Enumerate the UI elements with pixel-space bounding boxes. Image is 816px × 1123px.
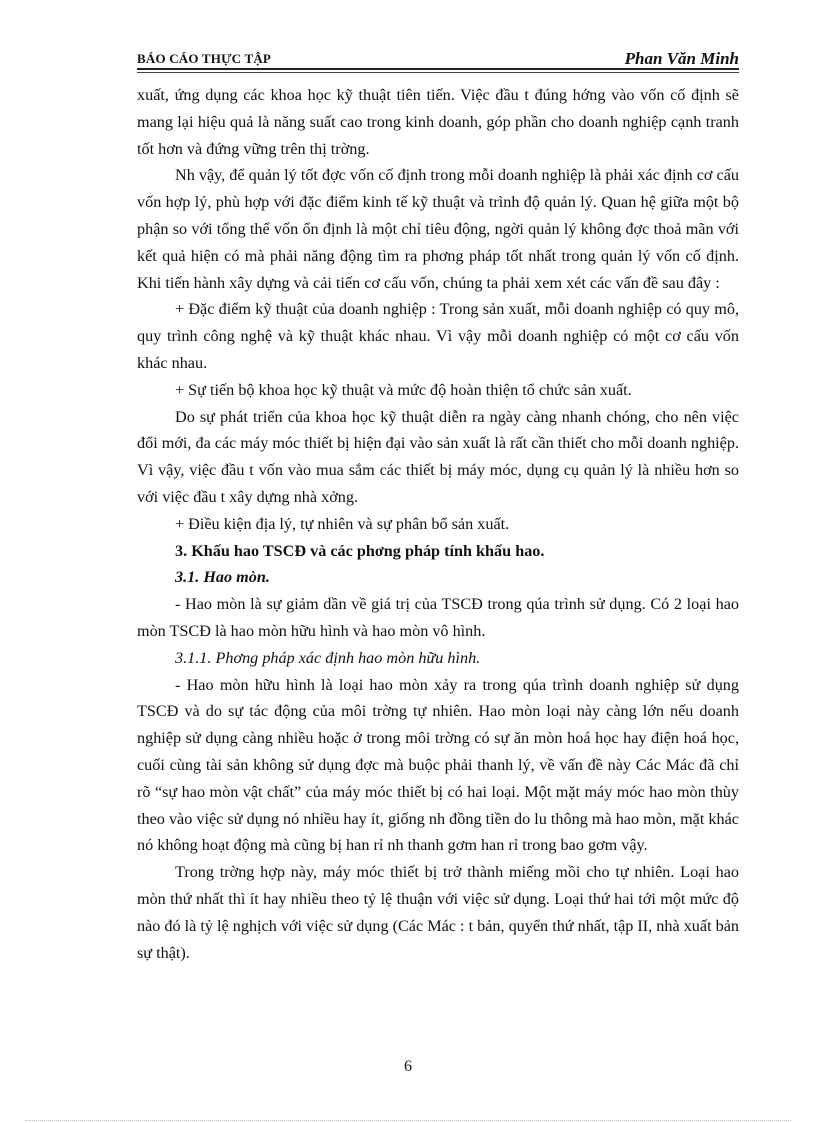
author-name: Phan Văn Minh (624, 49, 739, 68)
page-number: 6 (404, 1058, 412, 1075)
page-bottom-divider (25, 1120, 791, 1121)
header-rule (137, 68, 739, 70)
paragraph: xuất, ứng dụng các khoa học kỹ thuật tiên tiến. Việc đầu t đúng hớng vào vốn cố định sẽ mang lại hiệu quả là năng suất cao trong kinh doanh, góp phần cho doanh nghiệp cạnh tranh tốt hơn và đứng vững trên thị trờng. (137, 86, 739, 158)
page-header (137, 51, 739, 68)
paragraph: - Hao mòn hữu hình là loại hao mòn xảy ra trong qúa trình doanh nghiệp sử dụng TSCĐ và do sự tác động của môi trờng tự nhiên. Hao mòn loại này càng lớn nếu doanh nghiệp sử dụng càng nhiều hoặc ở trong môi trờng có sự ăn mòn hoá học hay điện hoá học, cuối cùng tài sản không sử dụng đợc mà buộc phải thanh lý, về vấn đề này Các Mác đã chỉ rõ “sự hao mòn vật chất” của máy móc thiết bị có hai loại. Một mặt máy móc hao mòn thùy theo vào việc sử dụng nó nhiều hay ít, giống nh đồng tiền do lu thông mà hao mòn, mặt khác nó không hoạt động mà cũng bị han rỉ nh thanh gơm han rỉ trong bao gơm vậy. (137, 675, 739, 855)
subsection-heading: 3.1. Hao mòn. (175, 568, 270, 587)
report-title: BÁO CÁO THỰC TẬP (137, 51, 272, 66)
header-rule-thin (137, 72, 739, 73)
paragraph: + Điều kiện địa lý, tự nhiên và sự phân bổ sản xuất. (175, 514, 510, 533)
paragraph: + Đặc điểm kỹ thuật của doanh nghiệp : Trong sản xuất, mỗi doanh nghiệp có quy mô, quy trình công nghệ và kỹ thuật khác nhau. Vì vậy mỗi doanh nghiệp có một cơ cấu vốn khác nhau. (137, 300, 739, 372)
paragraph: + Sự tiến bộ khoa học kỹ thuật và mức độ hoàn thiện tổ chức sản xuất. (175, 380, 632, 399)
paragraph: Nh vậy, để quản lý tốt đợc vốn cố định trong mỗi doanh nghiệp là phải xác định cơ cấu vốn hợp lý, phù hợp với đặc điểm kinh tế kỹ thuật và trình độ quản lý. Quan hệ giữa một bộ phận so với tổng thể vốn ổn định là một chỉ tiêu động, ngời quản lý không đợc thoả mãn với kết quả hiện có mà phải năng động tìm ra phơng pháp tốt nhất trong quản lý vốn cố định. Khi tiến hành xây dựng và cải tiến cơ cấu vốn, chúng ta phải xem xét các vấn đề sau đây : (137, 166, 739, 292)
page-body (137, 82, 739, 966)
subsubsection-heading: 3.1.1. Phơng pháp xác định hao mòn hữu hình. (175, 648, 481, 667)
paragraph: Trong trờng hợp này, máy móc thiết bị trở thành miếng mồi cho tự nhiên. Loại hao mòn thứ nhất thì ít hay nhiều theo tỷ lệ thuận với việc sử dụng. Loại thứ hai tới một mức độ nào đó là tỷ lệ nghịch với việc sử dụng (Các Mác : t bản, quyển thứ nhất, tập II, nhà xuất bản sự thật). (137, 863, 739, 962)
paragraph: Do sự phát triển của khoa học kỹ thuật diễn ra ngày càng nhanh chóng, cho nên việc đổi mới, đa các máy móc thiết bị hiện đại vào sản xuất là rất cần thiết cho mỗi doanh nghiệp. Vì vậy, việc đầu t vốn vào mua sắm các thiết bị máy móc, dụng cụ quản lý là nhiều hơn so với việc đầu t xây dựng nhà xởng. (137, 407, 739, 506)
section-heading: 3. Khấu hao TSCĐ và các phơng pháp tính khấu hao. (175, 541, 545, 560)
paragraph: - Hao mòn là sự giảm dần về giá trị của TSCĐ trong qúa trình sử dụng. Có 2 loại hao mòn TSCĐ là hao mòn hữu hình và hao mòn vô hình. (137, 595, 739, 640)
